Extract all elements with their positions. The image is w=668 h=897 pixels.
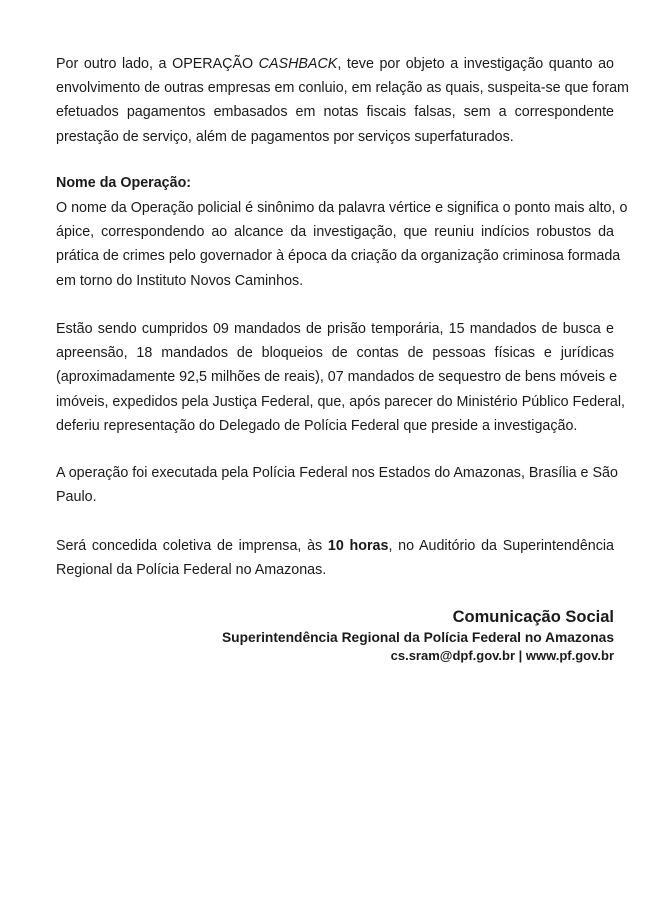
signature-department: Superintendência Regional da Polícia Federal no Amazonas [221, 630, 614, 645]
paragraph-operation-cashback [56, 52, 629, 149]
text-line: efetuados pagamentos embasados em notas fiscais falsas, sem a correspondente [56, 104, 614, 121]
paragraph-operation-name [56, 196, 628, 293]
text-line: em torno do Instituto Novos Caminhos. [56, 272, 304, 289]
text-segment: Por outro lado, a OPERAÇÃO [56, 56, 259, 72]
text-segment: Será concedida coletiva de imprensa, às [56, 538, 328, 554]
text-line [56, 534, 614, 558]
text-line: ápice, correspondendo ao alcance da investigação, que reuniu indícios robustos da [56, 224, 614, 241]
text-line: Paulo. [56, 489, 97, 506]
operation-name-italic: CASHBACK [258, 56, 338, 72]
paragraph-states [56, 461, 618, 509]
text-line: (aproximadamente 92,5 milhões de reais), 07 mandados de sequestro de bens móveis e [56, 369, 618, 386]
text-line: imóveis, expedidos pela Justiça Federal, que, após parecer do Ministério Público Federal, [56, 393, 625, 410]
section-heading: Nome da Operação: [56, 175, 192, 191]
text-line: prestação de serviço, além de pagamentos por serviços superfaturados. [56, 128, 514, 145]
text-line: apreensão, 18 mandados de bloqueios de contas de pessoas físicas e jurídicas [56, 345, 614, 362]
press-time-bold: 10 horas [327, 538, 389, 554]
text-line: O nome da Operação policial é sinônimo da palavra vértice e significa o ponto mais alto, o [56, 200, 628, 216]
text-segment: , teve por objeto a investigação quanto ao [337, 56, 614, 72]
signature-name: Comunicação Social [452, 608, 614, 626]
text-line: envolvimento de outras empresas em conluio, em relação as quais, suspeita-se que foram [56, 80, 629, 97]
paragraph-press-conference [56, 534, 614, 582]
signature-contact: cs.sram@dpf.gov.br | www.pf.gov.br [390, 648, 614, 663]
text-line [56, 52, 614, 76]
paragraph-warrants [56, 317, 625, 438]
signature-block [222, 606, 614, 664]
text-segment: , no Auditório da Superintendência [388, 538, 614, 554]
text-line: deferiu representação do Delegado de Polícia Federal que preside a investigação. [56, 417, 578, 434]
text-line: prática de crimes pelo governador à época da criação da organização criminosa formada [56, 248, 621, 265]
text-line: A operação foi executada pela Polícia Federal nos Estados do Amazonas, Brasília e São [56, 465, 618, 481]
text-line: Regional da Polícia Federal no Amazonas. [56, 562, 327, 579]
text-line: Estão sendo cumpridos 09 mandados de prisão temporária, 15 mandados de busca e [56, 321, 614, 337]
